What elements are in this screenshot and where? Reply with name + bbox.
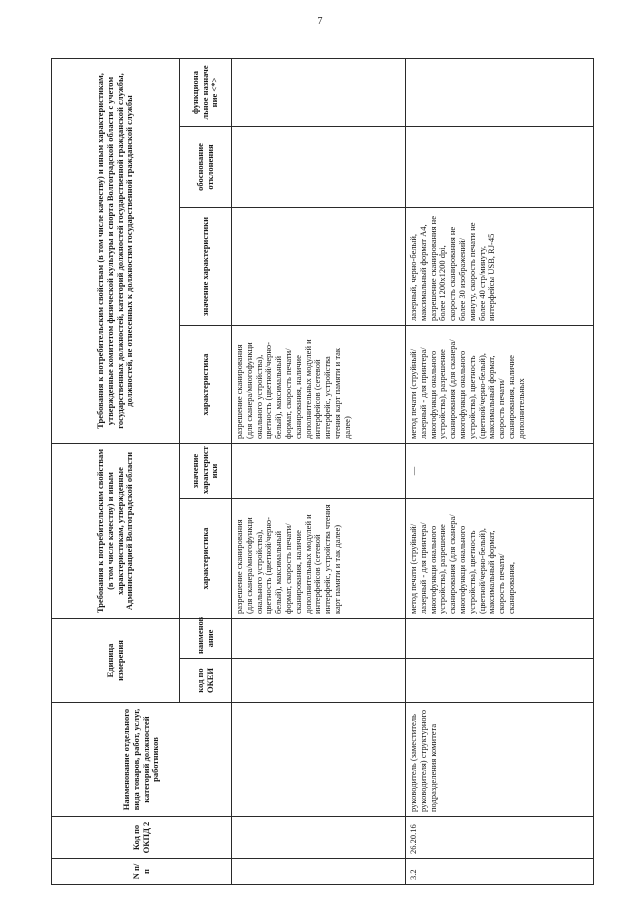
cell-committee-value: лазерный, черно-белый, максимальный формат А4, разрешение сканирования не более 1200х1200 dpi, скорость сканирования не более 30 изображений/минуту, скорость печати не более 40 стр/минуту, интерфейсы USB, RJ-45: [406, 208, 594, 326]
header-admin-char: характеристика: [180, 499, 232, 619]
header-committee-reason: обоснование отклонения: [180, 127, 232, 208]
cell-committee-func: [406, 58, 594, 126]
table-row: [232, 58, 406, 884]
header-req-committee: Требования к потребительским свойствам (в том числе качеству) и иным характеристикам, утвержденные комитетом физической культуры и спорта Волгоградской области с учетом государственных должностей, категорий должностей государственной гражданской службы, должностей, не отнесенных к должностям государственной гражданской службы: [52, 58, 180, 443]
header-okpd: Код по ОКПД 2: [52, 817, 232, 859]
requirements-table: [51, 58, 594, 885]
header-committee-func: функциона льное назначе ние <*>: [180, 58, 232, 126]
cell-name: [232, 703, 406, 817]
cell-committee-value: [232, 208, 406, 326]
cell-unit-name: [406, 619, 594, 659]
header-committee-char: характеристика: [180, 326, 232, 444]
cell-committee-char: метод печати (струйный/лазерный - для принтера/многофункци онального устройства), разрешение сканирования (для сканера/многофункци онального устройства), цветность (цветной/черно-белый), максимальный формат, скорость печати/ сканирования, наличие дополнительных: [406, 326, 594, 444]
header-unit: Единица измерения: [52, 619, 180, 703]
cell-admin-char: разрешение сканирования (для сканера/многофункци онального устройства), цветность (цветной/черно-белый), максимальный формат, скорость печати/ сканирования, наличие дополнительных модулей и интерфейсов (сетевой интерфейс, устройства чтения карт памяти и так далее): [232, 499, 406, 619]
cell-admin-value: —: [406, 444, 594, 499]
page-number: 7: [317, 16, 323, 27]
header-unit-okei: код по ОКЕИ: [180, 659, 232, 703]
rotated-table-container: [51, 59, 593, 885]
cell-committee-func: [232, 58, 406, 126]
header-row-1: [52, 58, 180, 884]
header-num: N п/п: [52, 859, 232, 885]
header-name: Наименование отдельного вида товаров, работ, услуг, категорий должностей работников: [52, 703, 232, 817]
cell-committee-char: разрешение сканирования (для сканера/многофункци онального устройства), цветность (цветной/черно-белый), максимальный формат, скорость печати/ сканирования, наличие дополнительных модулей и интерфейсов (сетевой интерфейс, устройства чтения карт памяти и так далее): [232, 326, 406, 444]
cell-committee-reason: [406, 127, 594, 208]
table-row: [406, 58, 594, 884]
header-unit-name: наименов ание: [180, 619, 232, 659]
cell-unit-name: [232, 619, 406, 659]
cell-name: руководитель (заместитель руководителя) структурного подразделения комитета: [406, 703, 594, 817]
header-admin-value: значение характерист ики: [180, 444, 232, 499]
cell-okei: [406, 659, 594, 703]
cell-num: 3.2: [406, 859, 594, 885]
cell-okpd: 26.20.16: [406, 817, 594, 859]
cell-committee-reason: [232, 127, 406, 208]
cell-okei: [232, 659, 406, 703]
cell-okpd: [232, 817, 406, 859]
header-committee-value: значение характеристики: [180, 208, 232, 326]
cell-admin-char: метод печати (струйный/лазерный - для принтера/многофункци онального устройства), разрешение сканирования (для сканера/многофункци онального устройства), цветность (цветной/черно-белый), максимальный формат, скорость печати/ сканирования,: [406, 499, 594, 619]
cell-num: [232, 859, 406, 885]
cell-admin-value: [232, 444, 406, 499]
header-req-admin: Требования к потребительским свойствам (в том числе качеству) и иным характеристикам, утвержденные Администрацией Волгоградской области: [52, 444, 180, 619]
